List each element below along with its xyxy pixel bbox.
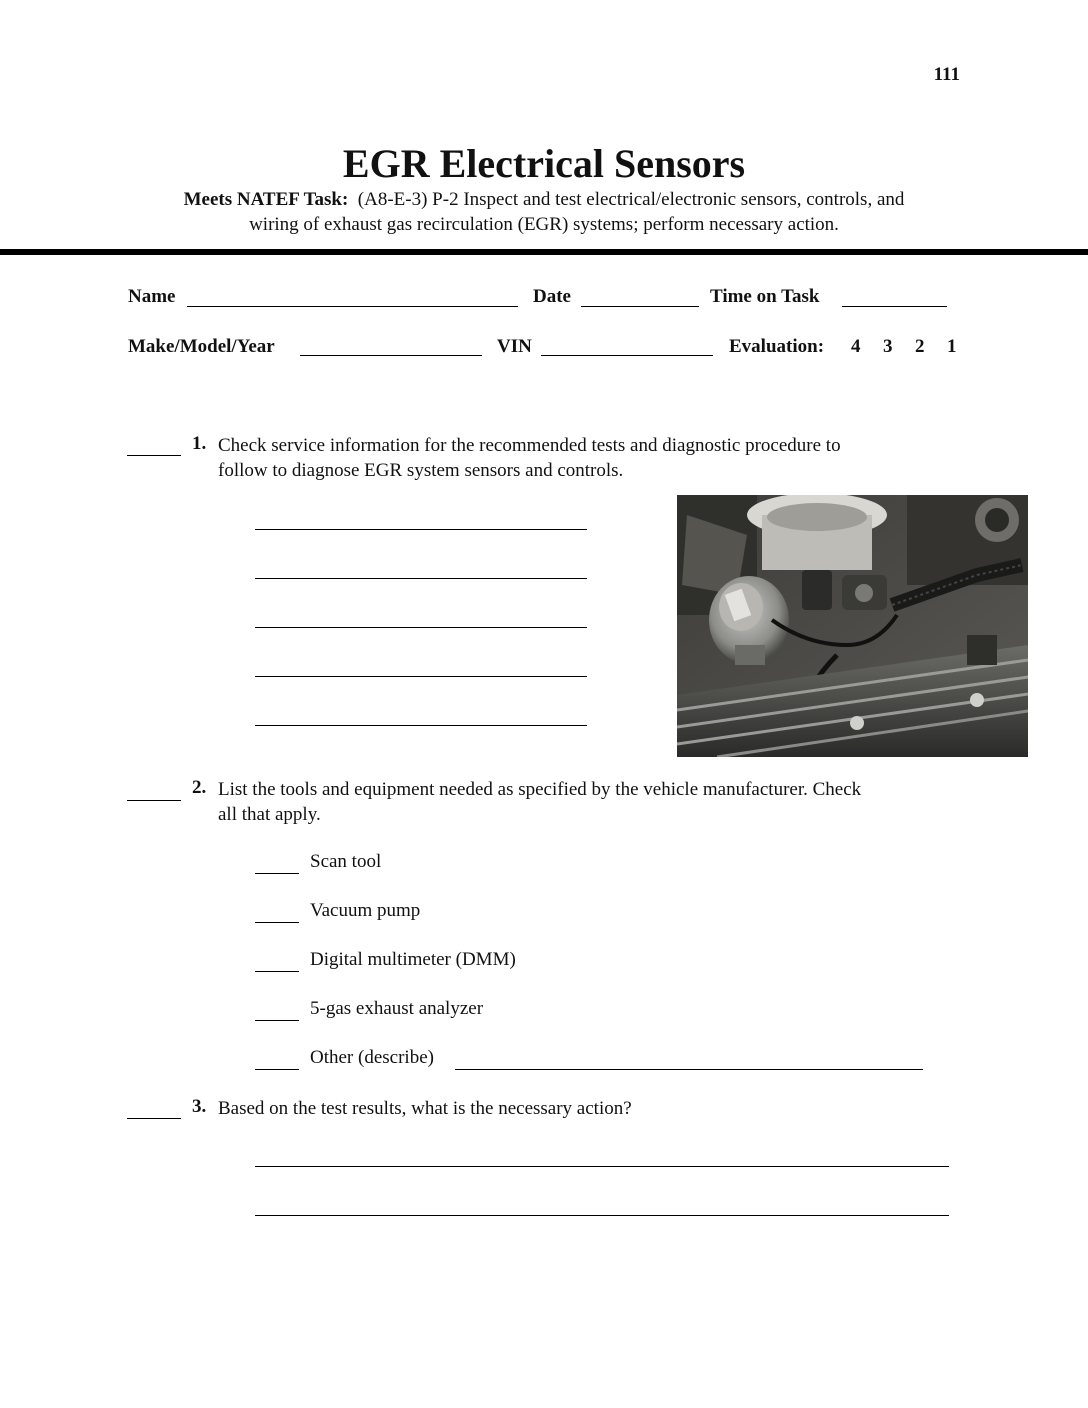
- task-label: Meets NATEF Task:: [183, 189, 349, 210]
- answer-line[interactable]: [255, 1166, 949, 1167]
- question-3-text: Based on the test results, what is the necessary action?: [218, 1098, 632, 1119]
- other-describe-line[interactable]: [455, 1069, 923, 1070]
- question-2-line-1: List the tools and equipment needed as specified by the vehicle manufacturer. Check: [218, 779, 862, 800]
- vin-label: VIN: [497, 336, 532, 357]
- name-field[interactable]: [187, 306, 518, 307]
- egr-valve-photo: [677, 495, 1028, 757]
- answer-line[interactable]: [255, 676, 587, 677]
- question-3-number: 3.: [192, 1096, 207, 1117]
- engine-photo-illustration: [677, 495, 1028, 757]
- evaluation-label: Evaluation:: [729, 336, 825, 357]
- answer-line[interactable]: [255, 627, 587, 628]
- evaluation-score-2[interactable]: 2: [915, 336, 925, 357]
- date-label: Date: [533, 286, 571, 307]
- checkbox-other[interactable]: [255, 1069, 299, 1070]
- vin-field[interactable]: [541, 355, 713, 356]
- header-divider: [0, 249, 1088, 255]
- task-line-1: (A8-E-3) P-2 Inspect and test electrical/electronic sensors, controls, and: [357, 189, 905, 210]
- page-title: EGR Electrical Sensors: [342, 141, 746, 186]
- option-vacuum-pump: Vacuum pump: [310, 900, 421, 921]
- time-on-task-label: Time on Task: [710, 286, 820, 307]
- question-2-line-2: all that apply.: [218, 804, 321, 825]
- question-1-number: 1.: [192, 433, 207, 454]
- task-line-2: wiring of exhaust gas recirculation (EGR) systems; perform necessary action.: [249, 214, 839, 235]
- option-scan-tool: Scan tool: [310, 851, 382, 872]
- checkbox-vacuum-pump[interactable]: [255, 922, 299, 923]
- name-label: Name: [128, 286, 176, 307]
- task-description: [120, 187, 968, 237]
- date-field[interactable]: [581, 306, 699, 307]
- evaluation-score-3[interactable]: 3: [883, 336, 893, 357]
- page-number: 111: [933, 64, 960, 85]
- question-2-score-blank[interactable]: [127, 800, 181, 801]
- question-2-number: 2.: [192, 777, 207, 798]
- checkbox-scan-tool[interactable]: [255, 873, 299, 874]
- make-model-year-label: Make/Model/Year: [128, 336, 275, 357]
- option-other: Other (describe): [310, 1047, 434, 1068]
- evaluation-score-4[interactable]: 4: [851, 336, 861, 357]
- time-on-task-field[interactable]: [842, 306, 947, 307]
- evaluation-score-1[interactable]: 1: [947, 336, 957, 357]
- answer-line[interactable]: [255, 529, 587, 530]
- answer-line[interactable]: [255, 578, 587, 579]
- checkbox-dmm[interactable]: [255, 971, 299, 972]
- answer-line[interactable]: [255, 1215, 949, 1216]
- question-1-line-2: follow to diagnose EGR system sensors and controls.: [218, 460, 624, 481]
- answer-line[interactable]: [255, 725, 587, 726]
- make-model-year-field[interactable]: [300, 355, 482, 356]
- question-2-text: [218, 777, 861, 827]
- question-3-score-blank[interactable]: [127, 1118, 181, 1119]
- checkbox-exhaust-analyzer[interactable]: [255, 1020, 299, 1021]
- option-exhaust-analyzer: 5-gas exhaust analyzer: [310, 998, 484, 1019]
- question-1-line-1: Check service information for the recommended tests and diagnostic procedure to: [218, 435, 841, 456]
- question-1-text: [218, 433, 841, 483]
- question-1-score-blank[interactable]: [127, 455, 181, 456]
- option-dmm: Digital multimeter (DMM): [310, 949, 516, 970]
